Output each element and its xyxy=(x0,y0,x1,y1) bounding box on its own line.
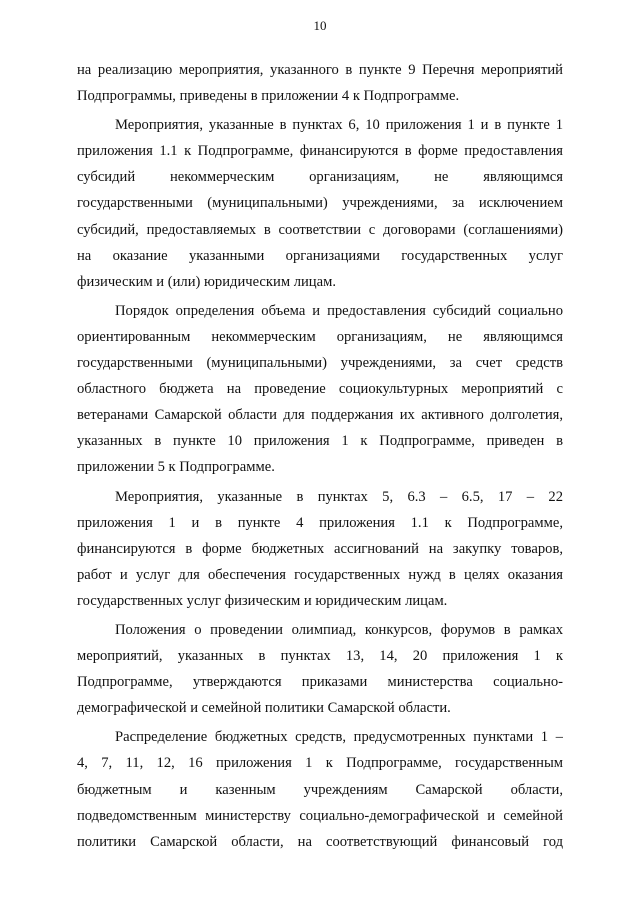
text-line: демографической и семейной политики Самарской области. xyxy=(77,700,451,717)
text-line: Мероприятия, указанные в пунктах 6, 10 приложения 1 и в пункте 1 xyxy=(115,117,563,134)
text-line: субсидий некоммерческим организациям, не являющимся xyxy=(77,169,563,186)
document-body xyxy=(77,57,563,858)
text-line: приложении 5 к Подпрограмме. xyxy=(77,459,275,476)
paragraph xyxy=(77,484,563,614)
text-line: указанных в пункте 10 приложения 1 к Подпрограмме, приведен в xyxy=(77,433,563,450)
paragraph xyxy=(77,617,563,721)
page-number: 10 xyxy=(313,18,327,33)
text-line: подведомственным министерству социально-демографической и семейной xyxy=(77,807,563,824)
text-line: Подпрограмме, утверждаются приказами министерства социально- xyxy=(77,674,563,691)
text-line: государственных услуг физическим и юридическим лицам. xyxy=(77,592,448,609)
text-line: областного бюджета на проведение социокультурных мероприятий с xyxy=(77,381,563,398)
paragraph xyxy=(77,298,563,481)
text-line: на оказание указанными организациями государственных услуг xyxy=(77,247,563,264)
text-line: ориентированным некоммерческим организациям, не являющимся xyxy=(77,328,563,345)
text-line: субсидий, предоставляемых в соответствии с договорами (соглашениями) xyxy=(77,221,563,238)
text-line: Мероприятия, указанные в пунктах 5, 6.3 – 6.5, 17 – 22 xyxy=(115,488,563,505)
paragraph xyxy=(77,112,563,295)
paragraph xyxy=(77,57,563,109)
text-line: финансируются в форме бюджетных ассигнований на закупку товаров, xyxy=(77,540,563,557)
text-line: политики Самарской области, на соответствующий финансовый год xyxy=(77,833,563,850)
text-line: ветеранами Самарской области для поддержания их активного долголетия, xyxy=(77,407,563,424)
text-line: государственными (муниципальными) учреждениями, за счет средств xyxy=(77,355,563,372)
text-line: мероприятий, указанных в пунктах 13, 14, 20 приложения 1 к xyxy=(77,648,563,665)
text-line: приложения 1.1 к Подпрограмме, финансируются в форме предоставления xyxy=(77,143,563,160)
paragraph xyxy=(77,724,563,854)
text-line: на реализацию мероприятия, указанного в пункте 9 Перечня мероприятий xyxy=(77,62,563,78)
text-line: физическим и (или) юридическим лицам. xyxy=(77,273,336,290)
text-line: работ и услуг для обеспечения государственных нужд в целях оказания xyxy=(77,566,563,583)
text-line: Распределение бюджетных средств, предусмотренных пунктами 1 – xyxy=(115,729,563,746)
text-line: Порядок определения объема и предоставления субсидий социально xyxy=(115,302,563,319)
text-line: Подпрограммы, приведены в приложении 4 к Подпрограмме. xyxy=(77,88,460,105)
text-line: государственными (муниципальными) учреждениями, за исключением xyxy=(77,195,563,212)
text-line: бюджетным и казенным учреждениям Самарской области, xyxy=(77,781,563,798)
text-line: приложения 1 и в пункте 4 приложения 1.1 к Подпрограмме, xyxy=(77,514,563,531)
text-line: Положения о проведении олимпиад, конкурсов, форумов в рамках xyxy=(115,621,563,638)
text-line: 4, 7, 11, 12, 16 приложения 1 к Подпрограмме, государственным xyxy=(77,755,563,772)
